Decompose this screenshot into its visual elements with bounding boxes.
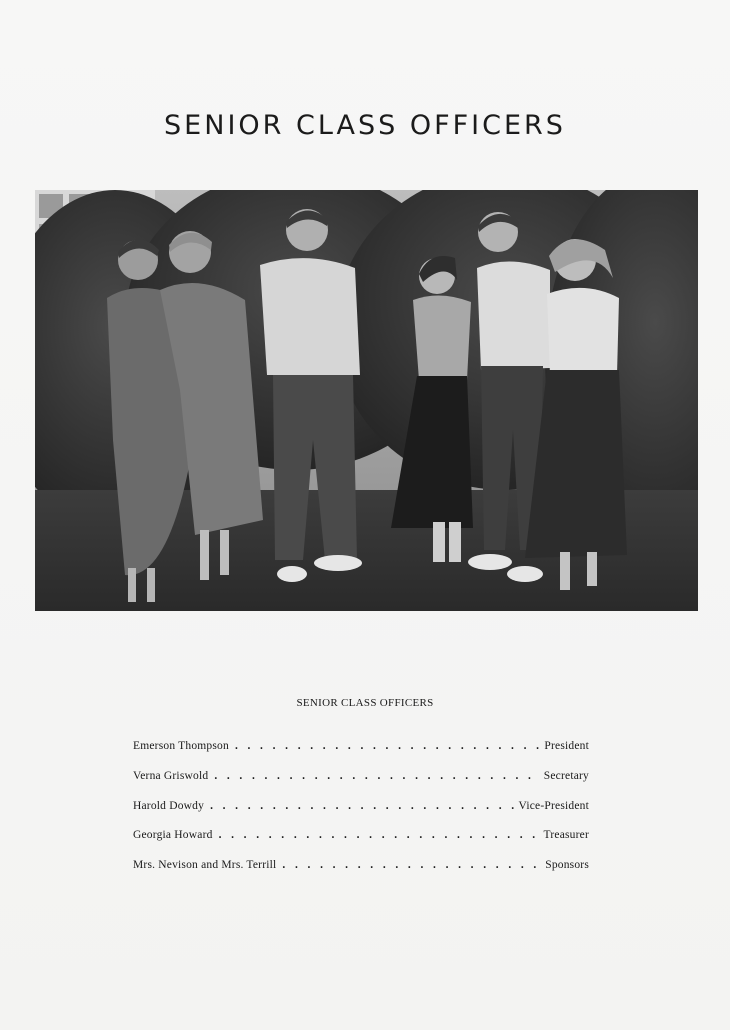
photo-caption: SENIOR CLASS OFFICERS (296, 697, 434, 709)
list-item (133, 829, 589, 859)
group-photo (35, 190, 698, 611)
officer-name: Verna Griswold (133, 769, 209, 782)
officer-name: Emerson Thompson (133, 740, 229, 752)
dot-leader (235, 740, 540, 752)
officer-name: Harold Dowdy (133, 799, 205, 812)
officer-title: Treasurer (543, 829, 589, 842)
officer-name: Mrs. Nevison and Mrs. Terrill (133, 859, 277, 872)
list-item (133, 770, 589, 800)
dot-leader (219, 829, 540, 841)
officer-title: Vice-President (518, 799, 589, 812)
officer-title: Sponsors (545, 859, 589, 872)
dot-leader (282, 859, 541, 871)
page-title: SENIOR CLASS OFFICERS (164, 110, 566, 141)
dot-leader (210, 800, 514, 812)
officer-title: President (544, 740, 589, 752)
list-item (133, 859, 589, 889)
list-item (133, 740, 589, 770)
dot-leader (214, 770, 539, 782)
officer-title: Secretary (543, 769, 589, 782)
officers-list (133, 740, 589, 889)
list-item (133, 800, 589, 830)
officer-name: Georgia Howard (133, 829, 213, 842)
